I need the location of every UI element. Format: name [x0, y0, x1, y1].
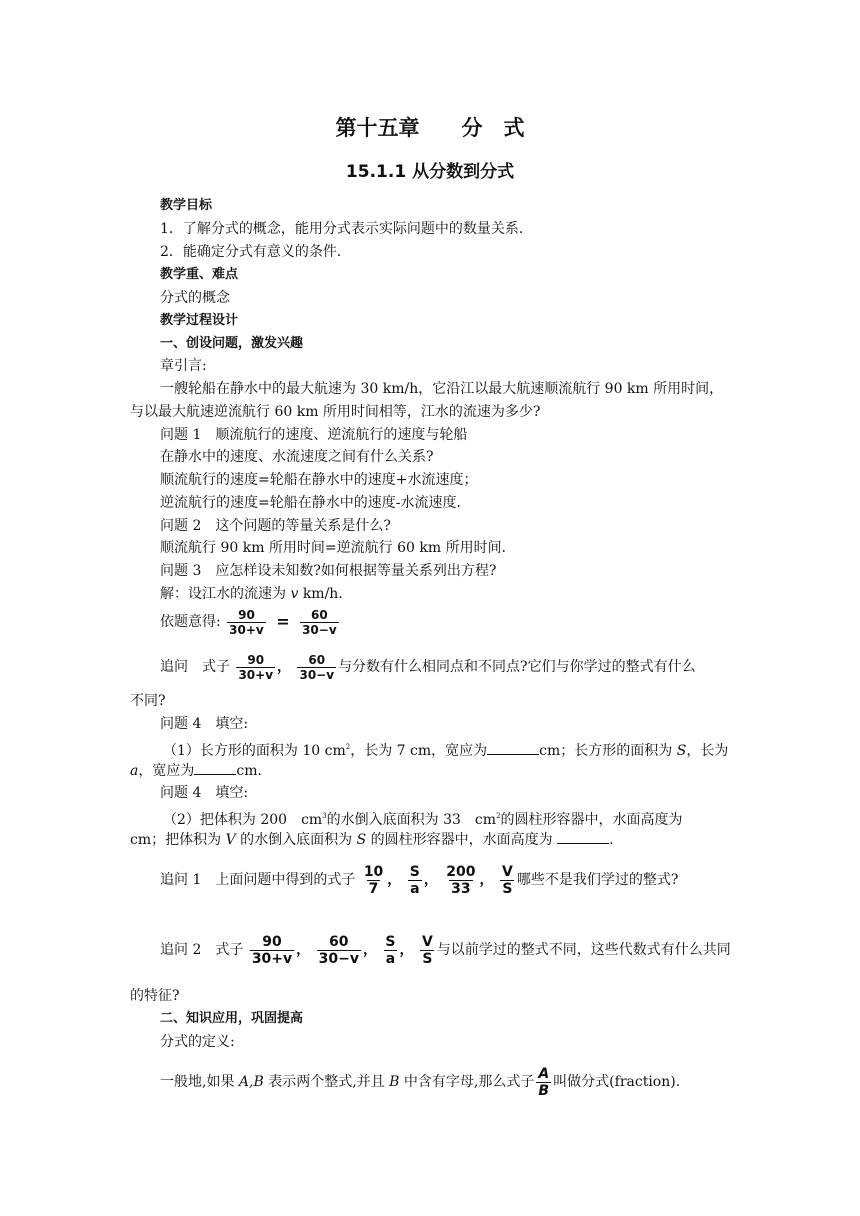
fraction-denominator: 30−v [302, 622, 337, 637]
text: 的水倒入底面积为 [235, 832, 357, 848]
ask1-text: 哪些不是我们学过的整式? [516, 872, 679, 888]
fraction-denominator: 30+v [238, 667, 274, 682]
fraction-V-over-S [500, 864, 515, 897]
chapter-title: 第十五章 分 式 [335, 116, 525, 140]
fraction-numerator: 90 [238, 607, 255, 622]
key-heading: 教学重、难点 [160, 267, 239, 282]
fraction-90-over-30-plus-v [227, 608, 266, 637]
q3-answer-post: km/h. [298, 586, 343, 602]
text: cm；长方形的面积为 [539, 743, 677, 759]
text: cm. [236, 763, 262, 779]
goals-heading: 教学目标 [160, 198, 213, 213]
fraction-denominator: 30−v [318, 950, 359, 967]
comma: ， [399, 942, 414, 958]
text: cm；把体积为 [130, 832, 226, 848]
fraction-numerator: 90 [247, 652, 265, 667]
comma: ， [387, 872, 402, 888]
fraction-denominator: S [422, 950, 433, 967]
q4b-item-2-cont [130, 829, 614, 850]
followup-line [160, 650, 696, 684]
fraction-numerator: S [409, 863, 420, 880]
definition-line [160, 1060, 680, 1104]
fraction-numerator: S [385, 933, 396, 950]
text: ，宽应为 [138, 763, 195, 779]
followup-tail: 不同? [130, 693, 166, 709]
answer-blank[interactable] [487, 740, 539, 755]
text: 的圆柱形容器中，水面高度为 [366, 832, 558, 848]
fraction-90-over-30-plus-v [250, 934, 294, 967]
text: . [609, 832, 614, 848]
superscript: 2 [345, 743, 351, 751]
definition-label: 分式的定义: [160, 1034, 235, 1050]
goal-2: 2．能确定分式有意义的条件． [160, 244, 351, 260]
fraction-denominator: S [502, 880, 513, 897]
equation-line [160, 605, 341, 639]
intro-line-2: 与以最大航速逆流航行 60 km 所用时间相等，江水的流速为多少? [130, 404, 541, 420]
q4b-item-2 [163, 806, 683, 830]
answer-blank[interactable] [557, 829, 609, 844]
process-heading: 教学过程设计 [160, 313, 239, 328]
equals-sign: = [276, 612, 290, 631]
fraction-S-over-a [383, 934, 397, 967]
comma: ， [479, 872, 494, 888]
q4a-line: 问题 4 填空: [160, 716, 249, 732]
fraction-90-over-30-plus-v [236, 653, 275, 682]
equation-label: 依题意得: [160, 614, 221, 630]
followup-text: 与分数有什么相同点和不同点?它们与你学过的整式有什么 [338, 659, 696, 675]
fraction-denominator: 33 [451, 880, 471, 897]
var-S: S [356, 832, 367, 848]
fraction-numerator: 60 [308, 652, 326, 667]
q1-answer-1: 顺流航行的速度=轮船在静水中的速度+水流速度； [160, 472, 478, 488]
text: 中含有字母,那么式子 [399, 1074, 535, 1090]
fraction-numerator: 10 [363, 863, 384, 880]
fraction-60-over-30-minus-v [297, 653, 336, 682]
q2-line: 问题 2 这个问题的等量关系是什么? [160, 518, 391, 534]
fraction-S-over-a [408, 864, 422, 897]
fraction-numerator: 90 [262, 933, 282, 950]
ask2-tail: 的特征? [130, 988, 180, 1004]
ask2-line [160, 928, 731, 972]
var-S: S [676, 743, 687, 759]
fraction-numerator: V [501, 863, 513, 880]
comma: ， [296, 942, 311, 958]
var-V: V [225, 832, 236, 848]
var-A-B: A,B [238, 1074, 264, 1090]
intro-label: 章引言: [160, 358, 207, 374]
q3-answer [160, 584, 343, 604]
fraction-numerator: 60 [329, 933, 349, 950]
fraction-60-over-30-minus-v [300, 608, 339, 637]
goal-1: 1．了解分式的概念，能用分式表示实际问题中的数量关系． [160, 221, 533, 237]
ask2-label: 追问 2 式子 [160, 942, 244, 958]
q1-line-1: 问题 1 顺流航行的速度、逆流航行的速度与轮船 [160, 427, 468, 443]
comma: ， [277, 659, 292, 675]
key-text: 分式的概念 [160, 290, 230, 306]
fraction-numerator: 60 [311, 607, 328, 622]
text: 一般地,如果 [160, 1074, 239, 1090]
fraction-V-over-S [420, 934, 435, 967]
section-title: 15.1.1 从分数到分式 [345, 162, 515, 182]
fraction-numerator: 200 [446, 863, 476, 880]
text: ，长为 7 cm，宽应为 [350, 743, 488, 759]
text: （2）把体积为 200 cm [163, 812, 323, 828]
fraction-denominator: a [385, 950, 396, 967]
fraction-denominator: 30+v [251, 950, 293, 967]
superscript: 3 [322, 812, 327, 820]
fraction-60-over-30-minus-v [317, 934, 361, 967]
fraction-denominator: 30+v [229, 622, 264, 637]
text: ，长为 [686, 743, 729, 759]
var-v: v [290, 586, 299, 602]
text: 表示两个整式,并且 [263, 1074, 390, 1090]
text: （1）长方形的面积为 10 cm [163, 743, 346, 759]
var-B: B [389, 1074, 400, 1090]
q3-answer-pre: 解：设江水的流速为 [160, 586, 291, 602]
q1-line-2: 在静水中的速度、水流速度之间有什么关系? [160, 449, 434, 465]
intro-line-1: 一艘轮船在静水中的最大航速为 30 km/h，它沿江以最大航速顺流航行 90 km 所用时间， [160, 381, 724, 397]
var-a: a [130, 763, 139, 779]
q1-answer-2: 逆流航行的速度=轮船在静水中的速度-水流速度． [160, 495, 471, 511]
comma: ， [362, 942, 377, 958]
q4a-item-1-cont [130, 760, 262, 781]
fraction-A-over-B [536, 1066, 551, 1099]
q2-answer: 顺流航行 90 km 所用时间=逆流航行 60 km 所用时间． [160, 540, 516, 556]
fraction-200-over-33 [444, 864, 477, 897]
part2-heading: 二、知识应用，巩固提高 [160, 1011, 304, 1026]
fraction-10-over-7 [362, 864, 385, 897]
ask1-line [160, 860, 678, 900]
answer-blank[interactable] [194, 760, 236, 775]
fraction-denominator: 30−v [299, 667, 335, 682]
q4b-line: 问题 4 填空: [160, 785, 249, 801]
comma: ， [423, 872, 438, 888]
fraction-denominator: a [410, 880, 420, 897]
superscript: 2 [496, 812, 501, 820]
part1-heading: 一、创设问题，激发兴趣 [160, 336, 304, 351]
text: 的水倒入底面积为 33 cm [326, 812, 497, 828]
fraction-denominator: B [538, 1082, 550, 1099]
q4a-item-1 [163, 737, 728, 761]
fraction-numerator: A [538, 1065, 550, 1082]
text: 的圆柱形容器中，水面高度为 [500, 812, 683, 828]
ask2-text: 与以前学过的整式不同，这些代数式有什么共同 [436, 942, 731, 958]
fraction-numerator: V [421, 933, 433, 950]
text: 叫做分式(fraction). [553, 1074, 681, 1090]
fraction-denominator: 7 [368, 880, 379, 897]
followup-label: 追问 式子 [160, 659, 230, 675]
ask1-label: 追问 1 上面问题中得到的式子 [160, 872, 356, 888]
q3-line: 问题 3 应怎样设未知数?如何根据等量关系列出方程? [160, 563, 497, 579]
